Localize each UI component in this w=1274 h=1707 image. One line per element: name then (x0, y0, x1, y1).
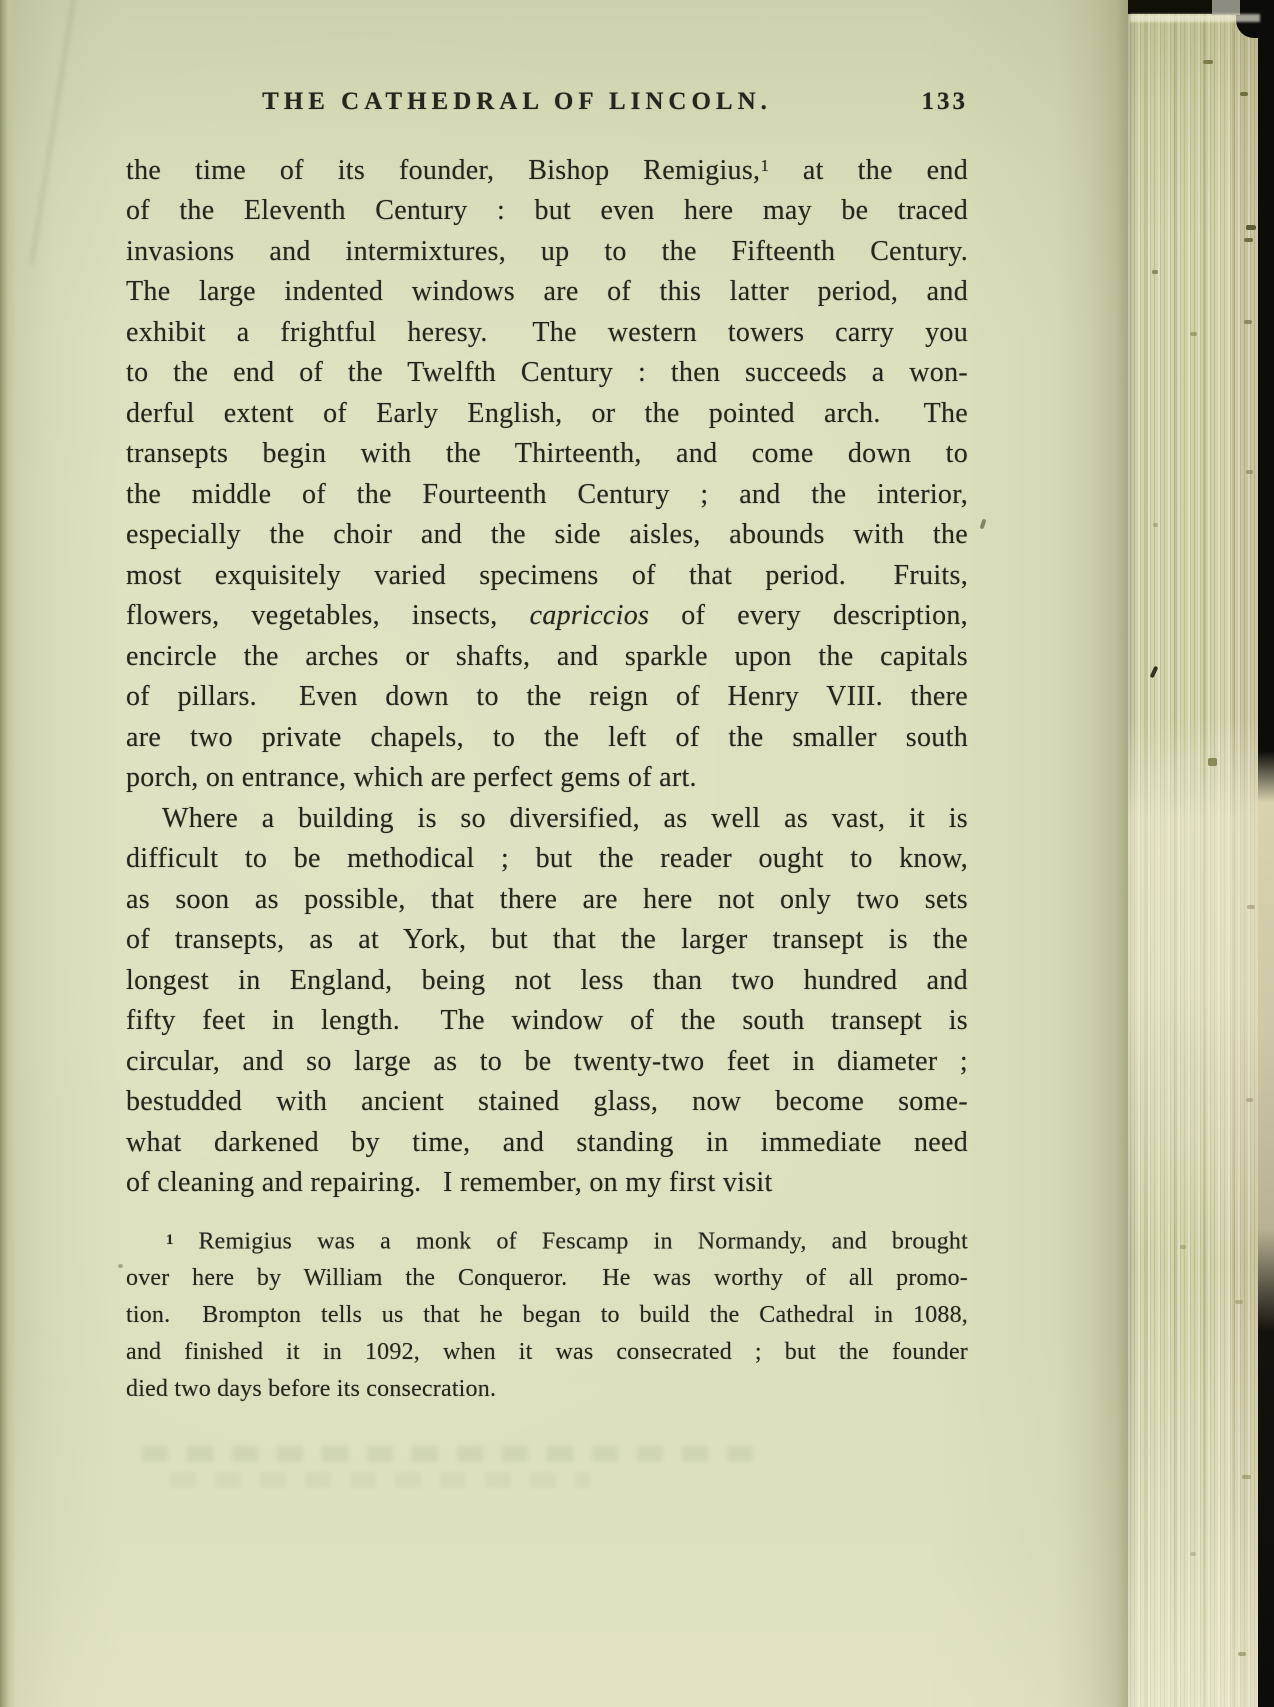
text-segment: bestudded with ancient stained glass, now become some- (126, 1086, 968, 1118)
text-line (126, 758, 968, 799)
text-segment: as soon as possible, that there are here not only two sets (126, 883, 968, 915)
foxing-fleck (1190, 332, 1197, 336)
foxing-fleck (1240, 92, 1248, 96)
text-segment: encircle the arches or shafts, and sparkle upon the capitals (126, 640, 968, 672)
foxing-fleck (1246, 470, 1253, 474)
text-line (126, 1371, 968, 1408)
text-line (126, 1260, 968, 1297)
page-top-highlight (1130, 14, 1260, 22)
text-segment: circular, and so large as to be twenty-two feet in diameter ; (126, 1045, 968, 1077)
foxing-fleck (1190, 1552, 1196, 1556)
text-segment: the time of its founder, Bishop Remigius, (126, 154, 761, 186)
text-line (126, 232, 968, 273)
foxing-fleck (1242, 1475, 1251, 1479)
gutter-shadow (0, 0, 16, 1707)
foxing-fleck (1152, 270, 1158, 274)
foxing-fleck (1203, 60, 1213, 64)
foxing-fleck (1246, 225, 1256, 230)
show-through-text (142, 1446, 772, 1462)
text-line (126, 556, 968, 597)
text-line (126, 880, 968, 921)
background-behind-book (1258, 0, 1274, 1707)
text-segment: transepts begin with the Thirteenth, and come down to (126, 438, 968, 470)
foxing-fleck (1244, 320, 1252, 324)
text-line (126, 596, 968, 637)
text-line (126, 1001, 968, 1042)
text-line (126, 1222, 968, 1260)
text-line (126, 961, 968, 1002)
text-line (126, 191, 968, 232)
text-segment: of cleaning and repairing. I remember, on my first visit (126, 1167, 773, 1199)
text-line (126, 799, 968, 840)
text-line (126, 839, 968, 880)
body-text (126, 146, 968, 1204)
foxing-fleck (1244, 238, 1253, 242)
ink-slash-mark (1150, 666, 1159, 679)
footnote (126, 1222, 968, 1408)
show-through-text (170, 1472, 590, 1488)
text-line (126, 1042, 968, 1083)
foxing-fleck (1247, 905, 1255, 909)
text-line (126, 475, 968, 516)
paragraph (126, 799, 968, 1204)
foxing-fleck (1208, 758, 1217, 766)
book-fore-edge (1128, 0, 1274, 1707)
text-segment: fifty feet in length. The window of the south transept is (126, 1005, 968, 1037)
text-segment: derful extent of Early English, or the pointed arch. The (126, 397, 968, 429)
text-segment: Remigius was a monk of Fescamp in Normandy, and brought (173, 1228, 968, 1255)
text-segment: capriccios (529, 600, 650, 632)
text-line (126, 394, 968, 435)
text-segment: of pillars. Even down to the reign of Henry VIII. there (126, 681, 968, 713)
text-segment: most exquisitely varied specimens of that period. Fruits, (126, 559, 968, 591)
text-line (126, 146, 968, 191)
running-title: THE CATHEDRAL OF LINCOLN. (262, 88, 772, 115)
foxing-fleck (1180, 1245, 1186, 1249)
foxing-fleck (1238, 1652, 1246, 1656)
foxing-fleck (1246, 1098, 1253, 1102)
text-segment: to the end of the Twelfth Century : then succeeds a won- (126, 357, 968, 389)
paper-speck (911, 1020, 915, 1024)
text-line (126, 353, 968, 394)
text-segment: of every description, (649, 600, 968, 632)
text-line (126, 1334, 968, 1371)
footnote-reference: 1 (760, 156, 770, 175)
paper-crease (30, 0, 77, 265)
text-segment: flowers, vegetables, insects, (126, 600, 530, 632)
text-column (126, 88, 968, 1403)
foxing-fleck (1235, 1300, 1243, 1304)
text-line (126, 920, 968, 961)
text-segment: The large indented windows are of this latter period, and (126, 276, 968, 308)
text-line (126, 1123, 968, 1164)
text-line (126, 272, 968, 313)
footnote-reference: 1 (166, 1232, 174, 1248)
page-curl-shadow (1056, 0, 1130, 1707)
text-segment: longest in England, being not less than two hundred and (126, 964, 968, 996)
text-line (126, 313, 968, 354)
text-line (126, 515, 968, 556)
text-line (126, 1082, 968, 1123)
text-segment: died two days before its consecration. (126, 1376, 497, 1403)
paper-speck (980, 519, 987, 530)
text-segment: tion. Brompton tells us that he began to build the Cathedral in 1088, (126, 1302, 968, 1329)
text-line (126, 677, 968, 718)
text-segment: over here by William the Conqueror. He was worthy of all promo- (126, 1265, 968, 1292)
text-segment: are two private chapels, to the left of the smaller south (126, 721, 968, 753)
text-segment: at the end (769, 154, 968, 186)
text-segment: invasions and intermixtures, up to the Fifteenth Century. (126, 235, 968, 267)
text-line (126, 718, 968, 759)
text-line (126, 637, 968, 678)
text-segment: and finished it in 1092, when it was consecrated ; but the founder (126, 1339, 968, 1366)
text-segment: the middle of the Fourteenth Century ; and the interior, (126, 478, 968, 510)
running-header (126, 88, 968, 134)
text-segment: especially the choir and the side aisles, abounds with the (126, 519, 968, 551)
text-line (126, 1163, 968, 1204)
book-cover-edge (1212, 0, 1240, 15)
paper-speck (118, 1264, 123, 1268)
text-segment: of the Eleventh Century : but even here may be traced (126, 195, 968, 227)
text-line (126, 1297, 968, 1334)
text-line (126, 434, 968, 475)
text-segment: what darkened by time, and standing in immediate need (126, 1126, 968, 1158)
text-segment: of transepts, as at York, but that the larger transept is the (126, 924, 968, 956)
text-segment: Where a building is so diversified, as well as vast, it is (162, 802, 968, 834)
text-segment: difficult to be methodical ; but the reader ought to know, (126, 843, 968, 875)
paragraph (126, 146, 968, 799)
text-segment: porch, on entrance, which are perfect gems of art. (126, 762, 697, 794)
foxing-fleck (1153, 523, 1158, 527)
page-number: 133 (921, 88, 968, 115)
text-segment: exhibit a frightful heresy. The western towers carry you (126, 316, 968, 348)
